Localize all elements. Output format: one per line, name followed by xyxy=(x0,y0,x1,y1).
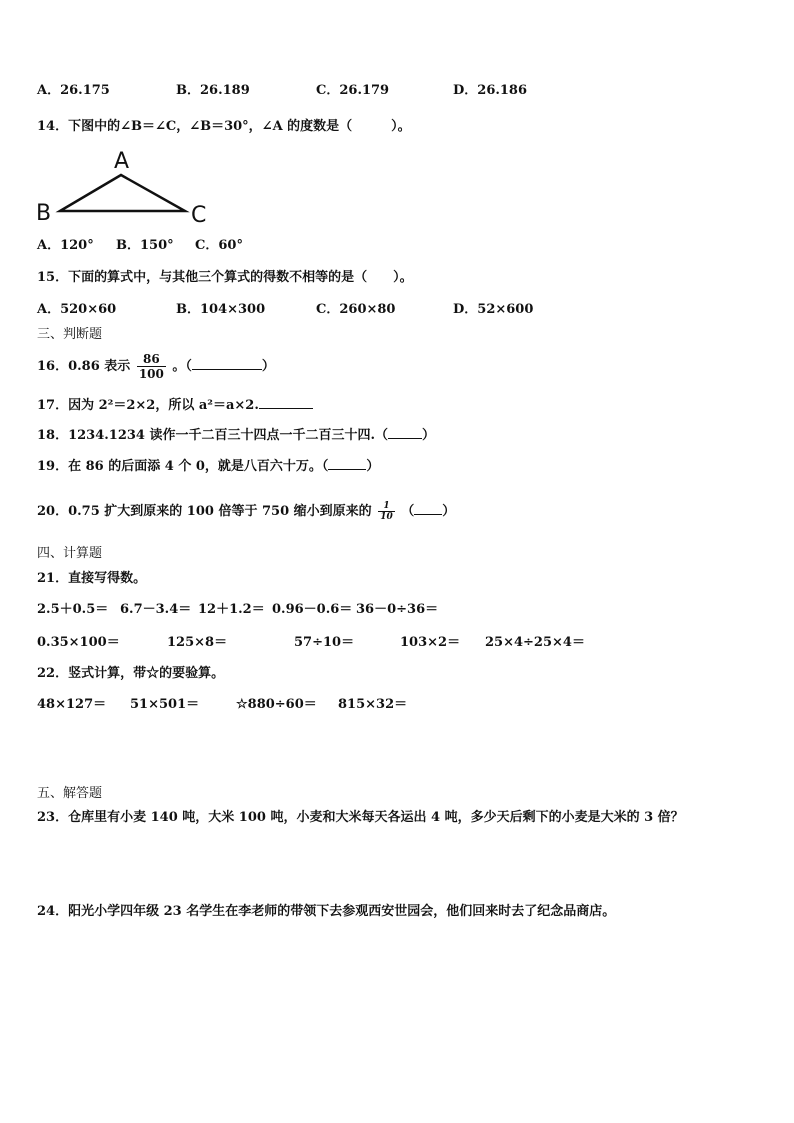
section-calculation-heading: 四、计算题 xyxy=(37,546,103,561)
q15-option-b: B．104×300 xyxy=(176,302,266,317)
q13-option-b: B．26.189 xyxy=(176,83,250,98)
q18-close: ） xyxy=(422,428,436,443)
q21-r2-item-3: 57÷10＝ xyxy=(294,635,355,650)
q21-r1-item-4: 0.96－0.6＝ xyxy=(272,602,353,617)
q20-fraction-denominator: 10 xyxy=(380,512,393,522)
q21-r2-item-2: 125×8＝ xyxy=(167,635,228,650)
q23-question: 23．仓库里有小麦 140 吨，大米 100 吨，小麦和大米每天各运出 4 吨，多少天后剩下的小麦是大米的 3 倍？ xyxy=(37,810,684,825)
q21-r2-item-5: 25×4÷25×4＝ xyxy=(485,635,585,650)
vertex-label-c: C xyxy=(191,203,207,228)
q19-answer-blank[interactable] xyxy=(328,457,366,470)
triangle-figure xyxy=(30,145,220,230)
q22-item-4: 815×32＝ xyxy=(338,697,408,712)
q16-close: ） xyxy=(261,359,275,374)
q20-close: ） xyxy=(442,504,456,519)
q21-question: 21．直接写得数。 xyxy=(37,571,147,586)
q15-question: 15．下面的算式中，与其他三个算式的得数不相等的是（ ）。 xyxy=(37,270,413,285)
section-judgement-heading: 三、判断题 xyxy=(37,327,103,342)
q15-option-c: C．260×80 xyxy=(316,302,396,317)
q16-question xyxy=(37,351,275,383)
q20-question xyxy=(37,498,455,526)
q14-question: 14．下图中的∠B＝∠C，∠B＝30°，∠A 的度数是（ ）。 xyxy=(37,119,411,134)
q15-option-d: D．52×600 xyxy=(453,302,534,317)
q22-item-3: ☆880÷60＝ xyxy=(236,697,317,712)
q13-option-d: D．26.186 xyxy=(453,83,528,98)
q24-question: 24．阳光小学四年级 23 名学生在李老师的带领下去参观西安世园会，他们回来时去了纪念品商店。 xyxy=(37,904,616,919)
q13-option-c: C．26.179 xyxy=(316,83,390,98)
q17-text: 17．因为 2²＝2×2，所以 a²＝a×2. xyxy=(37,398,259,413)
q14-option-a: A．120° xyxy=(37,238,94,253)
q21-r1-item-1: 2.5＋0.5＝ xyxy=(37,602,109,617)
q21-r1-item-5: 36－0÷36＝ xyxy=(356,602,439,617)
q20-fraction-numerator: 1 xyxy=(378,501,395,512)
q19-text: 19．在 86 的后面添 4 个 0，就是八百六十万。（ xyxy=(37,459,329,474)
q20-suffix: （ xyxy=(401,504,415,519)
q21-r1-item-2: 6.7－3.4＝ xyxy=(120,602,192,617)
q21-r2-item-1: 0.35×100＝ xyxy=(37,635,120,650)
q14-option-c: C．60° xyxy=(195,238,243,253)
q16-fraction xyxy=(137,352,166,381)
q21-r2-item-4: 103×2＝ xyxy=(400,635,461,650)
q17-question xyxy=(37,396,313,415)
q15-option-a: A．520×60 xyxy=(37,302,117,317)
q22-item-2: 51×501＝ xyxy=(130,697,200,712)
q16-prefix: 16．0.86 表示 xyxy=(37,359,131,374)
q17-answer-blank[interactable] xyxy=(259,396,313,409)
q18-answer-blank[interactable] xyxy=(388,426,422,439)
section-solution-heading: 五、解答题 xyxy=(37,786,103,801)
q18-text: 18．1234.1234 读作一千二百三十四点一千二百三十四.（ xyxy=(37,428,389,443)
q20-fraction xyxy=(378,501,395,522)
q13-option-a: A．26.175 xyxy=(37,83,110,98)
q16-answer-blank[interactable] xyxy=(192,357,262,370)
triangle-abc xyxy=(60,175,185,211)
q19-question xyxy=(37,457,379,476)
q16-fraction-denominator: 100 xyxy=(138,367,164,381)
q20-answer-blank[interactable] xyxy=(414,502,442,515)
q21-r1-item-3: 12＋1.2＝ xyxy=(198,602,265,617)
vertex-label-b: B xyxy=(36,201,52,226)
q18-question xyxy=(37,426,435,445)
q22-item-1: 48×127＝ xyxy=(37,697,107,712)
q14-option-b: B．150° xyxy=(116,238,174,253)
q16-fraction-numerator: 86 xyxy=(137,352,166,367)
q22-question: 22．竖式计算，带☆的要验算。 xyxy=(37,666,225,681)
q19-close: ） xyxy=(366,459,380,474)
q20-prefix: 20．0.75 扩大到原来的 100 倍等于 750 缩小到原来的 xyxy=(37,504,372,519)
q16-suffix: 。（ xyxy=(172,359,192,374)
vertex-label-a: A xyxy=(114,149,130,174)
